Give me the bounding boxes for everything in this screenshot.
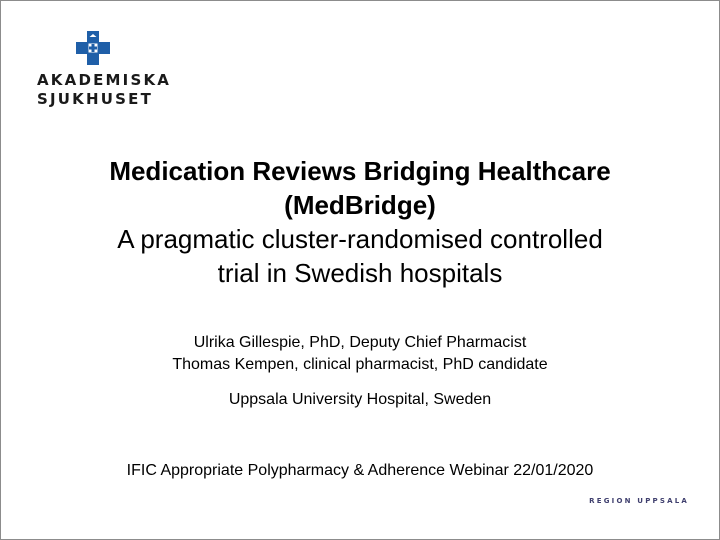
title-line-3: A pragmatic cluster-randomised controlled xyxy=(117,224,603,254)
hospital-logo xyxy=(34,31,172,111)
title-line-2: (MedBridge) xyxy=(284,190,436,220)
cross-icon xyxy=(76,31,110,65)
author-2: Thomas Kempen, clinical pharmacist, PhD candidate xyxy=(172,356,548,373)
region-footer-logo: REGION UPPSALA xyxy=(589,497,689,505)
author-1: Ulrika Gillespie, PhD, Deputy Chief Pharmacist xyxy=(193,334,527,351)
slide-title xyxy=(1,154,719,290)
logo-line-2: SJUKHUSET xyxy=(37,90,154,108)
institution: Uppsala University Hospital, Sweden xyxy=(228,391,492,408)
title-line-4: trial in Swedish hospitals xyxy=(217,258,503,288)
logo-line-1: AKADEMISKA xyxy=(37,71,172,89)
logo-wordmark xyxy=(37,71,171,109)
authors-block xyxy=(1,332,719,376)
title-line-1: Medication Reviews Bridging Healthcare xyxy=(109,156,611,186)
event-info: IFIC Appropriate Polypharmacy & Adherence Webinar 22/01/2020 xyxy=(126,462,594,479)
